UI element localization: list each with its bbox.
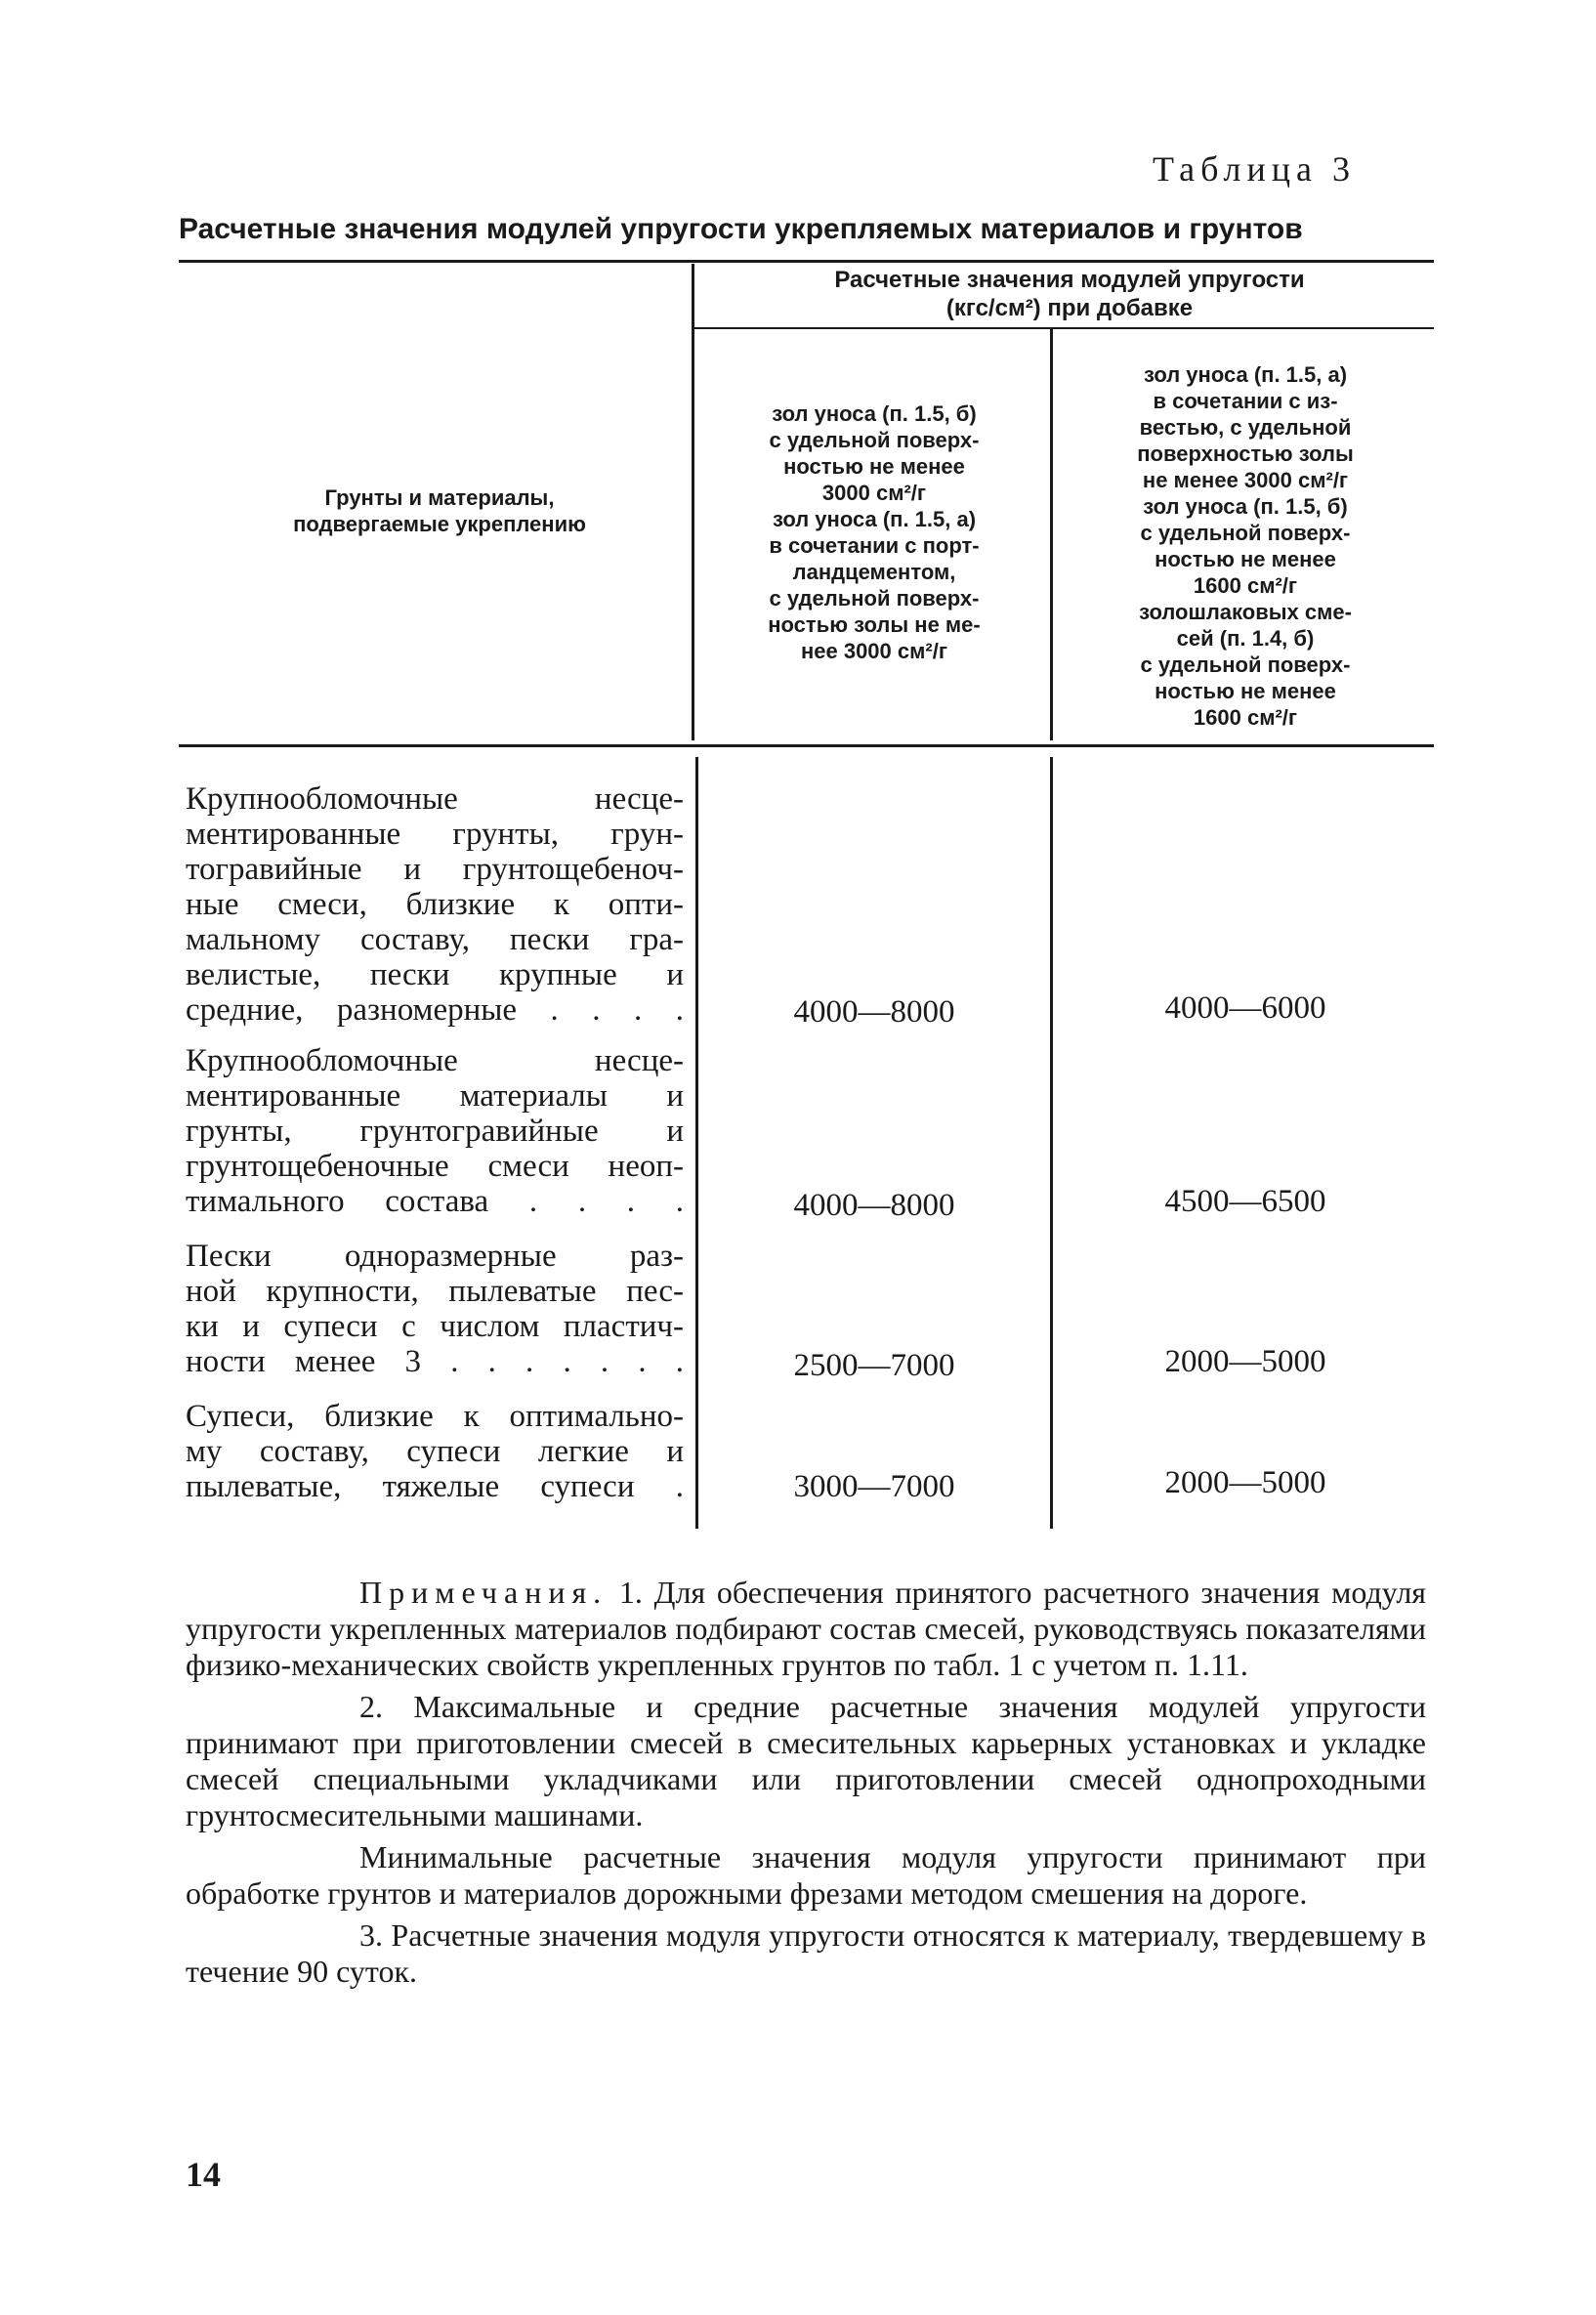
row-3-label: Пески одноразмерные раз- ной крупности, пылеватые пес- ки и супеси с числом пластич- ности менее 3 . . . . . . . bbox=[186, 1239, 684, 1379]
row-4-value-2: 2000—5000 bbox=[1164, 1465, 1326, 1500]
note-1 bbox=[186, 1575, 1426, 1683]
row-1-value-2: 4000—6000 bbox=[1164, 990, 1326, 1026]
header-col-modulus: Расчетные значения модулей упругости (кгс/см²) при добавке bbox=[834, 267, 1305, 321]
row-2-value-2: 4500—6500 bbox=[1164, 1184, 1326, 1219]
row-4-label: Супеси, близкие к оптимально- му составу, супеси легкие и пылеватые, тяжелые супеси . bbox=[186, 1399, 684, 1504]
row-2-label: Крупнообломочные несце- ментированные материалы и грунты, грунтогравийные и грунтощебеночные смеси неоп- тимального состава . . . . bbox=[186, 1043, 684, 1219]
page-number: 14 bbox=[186, 2155, 221, 2194]
note-3: 3. Расчетные значения модуля упругости относятся к материалу, твердевшему в течение 90 суток. bbox=[186, 1917, 1426, 1989]
table-header-bottom-rule bbox=[179, 744, 1434, 747]
row-1-label: Крупнообломочные несце- ментированные грунты, грун- тогравийные и грунтощебеноч- ные смеси, близкие к опти- мальному составу, пески гра- велистые, пески крупные и средние, разномерные . . . . bbox=[186, 781, 684, 1028]
table-title: Расчетные значения модулей упругости укрепляемых материалов и грунтов bbox=[179, 213, 1303, 245]
row-3-value-2: 2000—5000 bbox=[1164, 1344, 1326, 1379]
notes-heading: Примечания. bbox=[359, 1575, 609, 1610]
row-4-value-1: 3000—7000 bbox=[793, 1469, 955, 1504]
row-3-value-1: 2500—7000 bbox=[793, 1348, 955, 1383]
note-2b: Минимальные расчетные значения модуля упругости принимают при обработке грунтов и материалов дорожными фрезами методом смешения на дороге. bbox=[186, 1839, 1426, 1911]
body-divider-left bbox=[695, 757, 698, 1529]
table-top-rule bbox=[179, 260, 1434, 263]
row-2-value-1: 4000—8000 bbox=[793, 1188, 955, 1223]
note-1-text: 1. Для обеспечения принятого расчетного значения модуля упругости укрепленных материалов подбирают состав смесей, руководствуясь показателями физико-механических свойств укрепленных грунтов по табл. 1 с учетом п. 1.11. bbox=[186, 1575, 1426, 1682]
row-1-value-1: 4000—8000 bbox=[793, 994, 955, 1030]
header-sub-col-2: зол уноса (п. 1.5, а) в сочетании с из- вестью, с удельной поверхностью золы не менее 3000 см²/г зол уноса (п. 1.5, б) с удельной поверх- ностью не менее 1600 см²/г золошлаковых сме- сей (п. 1.4, б) с удельной поверх- ностью не менее 1600 см²/г bbox=[1137, 362, 1354, 730]
table-notes bbox=[186, 1575, 1426, 1996]
header-col-materials: Грунты и материалы, подвергаемые укреплению bbox=[293, 485, 586, 536]
body-divider-right bbox=[1050, 757, 1053, 1529]
header-sub-rule bbox=[693, 327, 1434, 329]
header-divider-left bbox=[692, 264, 694, 740]
note-2: 2. Максимальные и средние расчетные значения модулей упругости принимают при приготовлении смесей в смесительных карьерных установках и укладке смесей специальными укладчиками или приготовлении смесей однопроходными грунтосмесительными машинами. bbox=[186, 1689, 1426, 1832]
header-sub-col-1: зол уноса (п. 1.5, б) с удельной поверх- ностью не менее 3000 см²/г зол уноса (п. 1.5, а) в сочетании с порт- ландцементом, с удельной поверх- ностью золы не ме- нее 3000 см²/г bbox=[768, 401, 981, 663]
header-divider-right bbox=[1050, 328, 1053, 740]
table-number: Таблица 3 bbox=[1153, 149, 1356, 189]
